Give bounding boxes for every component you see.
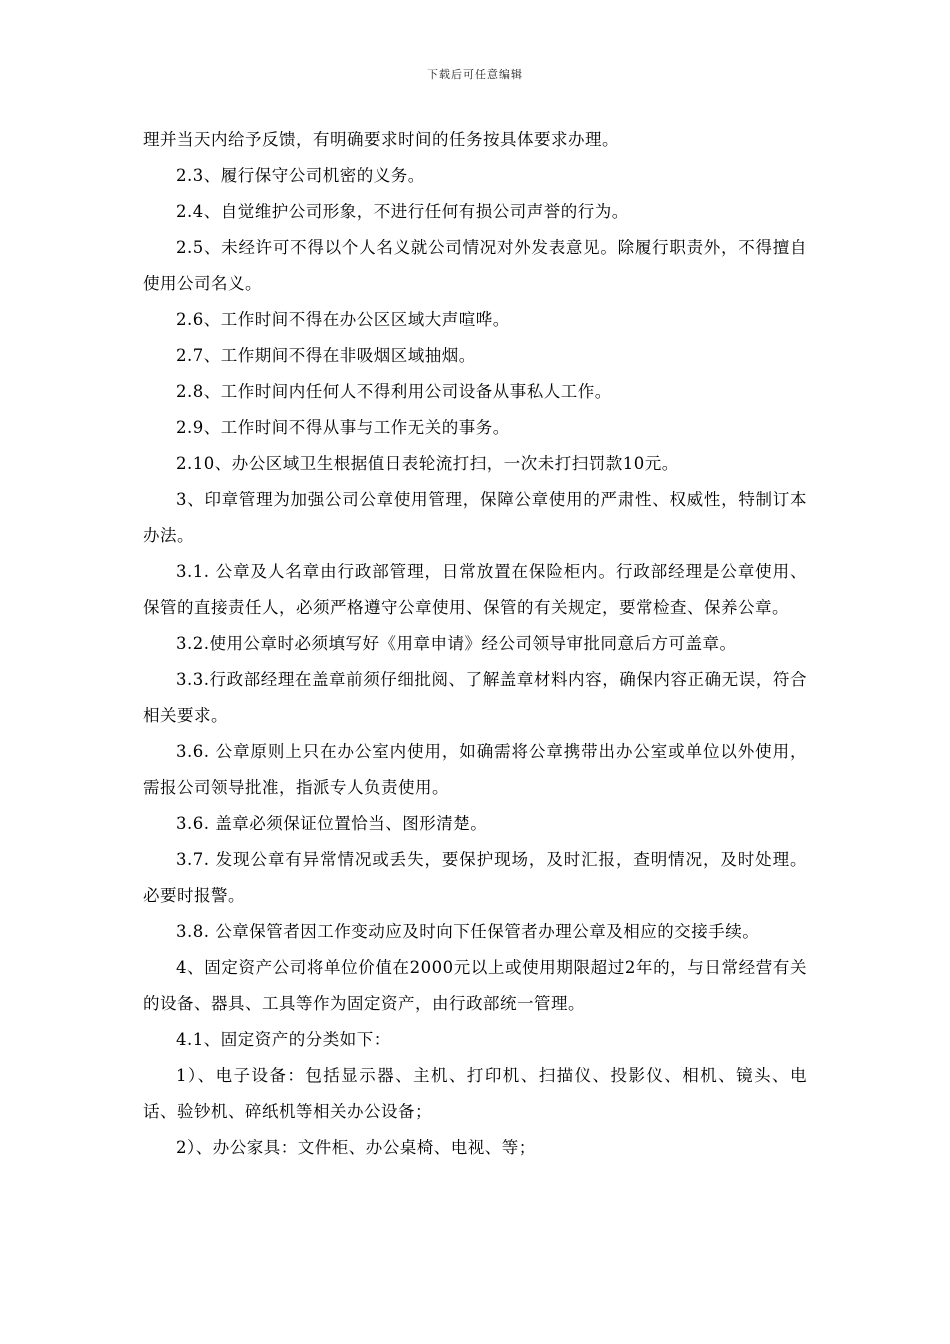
paragraph: 2.4、自觉维护公司形象，不进行任何有损公司声誉的行为。 xyxy=(176,202,629,221)
paragraph: 2.7、工作期间不得在非吸烟区域抽烟。 xyxy=(176,346,476,365)
page-header-note: 下载后可任意编辑 xyxy=(427,68,523,81)
document-body xyxy=(143,122,807,1166)
paragraph: 2）、办公家具：文件柜、办公桌椅、电视、等； xyxy=(176,1138,536,1157)
paragraph: 理并当天内给予反馈，有明确要求时间的任务按具体要求办理。 xyxy=(143,130,619,149)
paragraph: 3.3.行政部经理在盖章前须仔细批阅、了解盖章材料内容，确保内容正确无误，符合相关要求。 xyxy=(143,670,807,725)
paragraph: 2.8、工作时间内任何人不得利用公司设备从事私人工作。 xyxy=(176,382,612,401)
paragraph: 1）、电子设备：包括显示器、主机、打印机、扫描仪、投影仪、相机、镜头、电话、验钞机、碎纸机等相关办公设备； xyxy=(143,1066,807,1121)
paragraph: 3.6. 公章原则上只在办公室内使用，如确需将公章携带出办公室或单位以外使用，需报公司领导批准，指派专人负责使用。 xyxy=(143,742,807,797)
paragraph: 4、固定资产公司将单位价值在2000元以上或使用期限超过2年的，与日常经营有关的设备、器具、工具等作为固定资产，由行政部统一管理。 xyxy=(143,958,807,1013)
paragraph: 3.1. 公章及人名章由行政部管理，日常放置在保险柜内。行政部经理是公章使用、保管的直接责任人，必须严格遵守公章使用、保管的有关规定，要常检查、保养公章。 xyxy=(143,562,807,617)
paragraph: 2.6、工作时间不得在办公区区域大声喧哗。 xyxy=(176,310,510,329)
paragraph: 2.10、办公区域卫生根据值日表轮流打扫，一次未打扫罚款10元。 xyxy=(176,454,679,473)
paragraph: 2.9、工作时间不得从事与工作无关的事务。 xyxy=(176,418,510,437)
paragraph: 3.6. 盖章必须保证位置恰当、图形清楚。 xyxy=(176,814,488,833)
paragraph: 3、印章管理为加强公司公章使用管理，保障公章使用的严肃性、权威性，特制订本办法。 xyxy=(143,490,807,545)
paragraph: 2.3、履行保守公司机密的义务。 xyxy=(176,166,425,185)
paragraph: 2.5、未经许可不得以个人名义就公司情况对外发表意见。除履行职责外，不得擅自使用公司名义。 xyxy=(143,238,807,293)
paragraph: 3.2.使用公章时必须填写好《用章申请》经公司领导审批同意后方可盖章。 xyxy=(176,634,737,653)
paragraph: 3.7. 发现公章有异常情况或丢失，要保护现场，及时汇报，查明情况，及时处理。必要时报警。 xyxy=(143,850,807,905)
paragraph: 3.8. 公章保管者因工作变动应及时向下任保管者办理公章及相应的交接手续。 xyxy=(176,922,760,941)
paragraph: 4.1、固定资产的分类如下： xyxy=(176,1030,391,1049)
